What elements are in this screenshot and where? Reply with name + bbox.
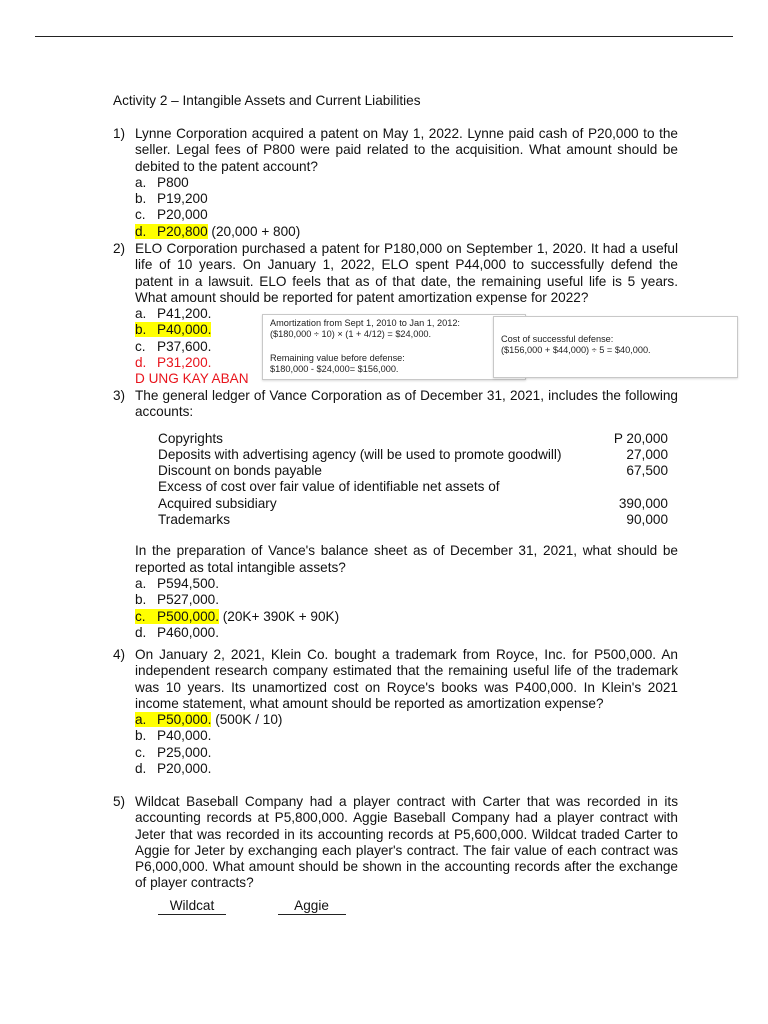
question-number: 3) <box>113 388 126 403</box>
question-3 <box>113 388 678 641</box>
options <box>135 712 678 777</box>
option-d: d. P460,000. <box>135 624 219 640</box>
question-text: The general ledger of Vance Corporation as of December 31, 2021, includes the following accounts: <box>135 388 678 420</box>
top-rule <box>35 36 733 37</box>
answer-note: (20K+ 390K + 90K) <box>218 608 340 624</box>
option-b: b. P40,000. <box>135 728 212 744</box>
option-c-answer: c. P500,000. (20K+ 390K + 90K) <box>135 608 340 624</box>
option-d: d. P20,000. <box>135 761 212 777</box>
page-title: Activity 2 – Intangible Assets and Current Liabilities <box>113 93 421 108</box>
option-b-answer: b. P40,000. <box>135 322 212 338</box>
options <box>135 576 678 641</box>
question-1 <box>113 126 678 240</box>
option-a: a. P800 <box>135 174 189 190</box>
option-d: d. P31,200. <box>135 355 212 371</box>
question-number: 1) <box>113 126 126 141</box>
option-c: c. P37,600. <box>135 338 212 354</box>
question-text: Wildcat Baseball Company had a player contract with Carter that was recorded in its accounting records at P5,800,000. Aggie Baseball Company had a player contract with Jeter that was recorded in its accounting records at P5,600,000. Wildcat traded Carter to Aggie for Jeter by exchanging each player's contract. The fair value of each contract was P6,000,000. What amount should be shown in the accounting records after the exchange of player contracts? <box>135 794 678 891</box>
question-4 <box>113 647 678 777</box>
option-a: a. P594,500. <box>135 575 219 591</box>
option-b: b. P527,000. <box>135 592 219 608</box>
option-c: c. P25,000. <box>135 744 212 760</box>
table-row: Excess of cost over fair value of identifiable net assets of <box>158 479 500 495</box>
column-header-wildcat: Wildcat <box>158 898 226 915</box>
option-b: b. P19,200 <box>135 191 208 207</box>
answer-column-headers <box>158 898 346 915</box>
question-text: Lynne Corporation acquired a patent on May 1, 2022. Lynne paid cash of P20,000 to the seller. Legal fees of P800 were paid related to the acquisition. What amount should be debited to the patent account? <box>135 126 678 174</box>
answer-note: (500K / 10) <box>211 712 283 728</box>
table-row: Trademarks 90,000 <box>158 512 668 528</box>
question-number: 5) <box>113 794 126 809</box>
remark: D UNG KAY ABAN <box>135 371 249 387</box>
question-number: 4) <box>113 647 126 662</box>
question-5 <box>113 794 678 892</box>
defense-cost-note-box: Cost of successful defense: ($156,000 + $44,000) ÷ 5 = $40,000. <box>493 316 738 378</box>
table-row: Acquired subsidiary 390,000 <box>158 495 668 511</box>
ledger-accounts-table <box>158 431 668 529</box>
option-c: c. P20,000 <box>135 207 208 223</box>
question-prompt: In the preparation of Vance's balance sheet as of December 31, 2021, what should be reported as total intangible assets? <box>135 543 678 575</box>
table-row: Copyrights P 20,000 <box>158 430 668 446</box>
options <box>135 175 678 240</box>
question-text: ELO Corporation purchased a patent for P180,000 on September 1, 2020. It had a useful life of 10 years. On January 1, 2022, ELO spent P44,000 to successfully defend the patent in a lawsuit. ELO feels that as of that date, the remaining useful life is 5 years. What amount should be reported for patent amortization expense for 2022? <box>135 241 678 305</box>
column-header-aggie: Aggie <box>278 898 346 915</box>
option-d-answer: d. P20,800 (20,000 + 800) <box>135 223 301 239</box>
answer-note: (20,000 + 800) <box>207 223 301 239</box>
question-number: 2) <box>113 241 126 256</box>
question-text: On January 2, 2021, Klein Co. bought a trademark from Royce, Inc. for P500,000. An independent research company estimated that the remaining useful life of the trademark was 10 years. Its unamortized cost on Royce's books was P400,000. In Klein's 2021 income statement, what amount should be reported as amortization expense? <box>135 647 678 711</box>
amortization-note-box: Amortization from Sept 1, 2010 to Jan 1, 2012: ($180,000 ÷ 10) × (1 + 4/12) = $24,000. Remaining value before defense: $180,000 - $24,000= $156,000. <box>262 314 526 380</box>
option-a-answer: a. P50,000. (500K / 10) <box>135 712 283 728</box>
option-a: a. P41,200. <box>135 306 212 322</box>
table-row: Deposits with advertising agency (will be used to promote goodwill) 27,000 <box>158 446 668 462</box>
table-row: Discount on bonds payable 67,500 <box>158 463 668 479</box>
